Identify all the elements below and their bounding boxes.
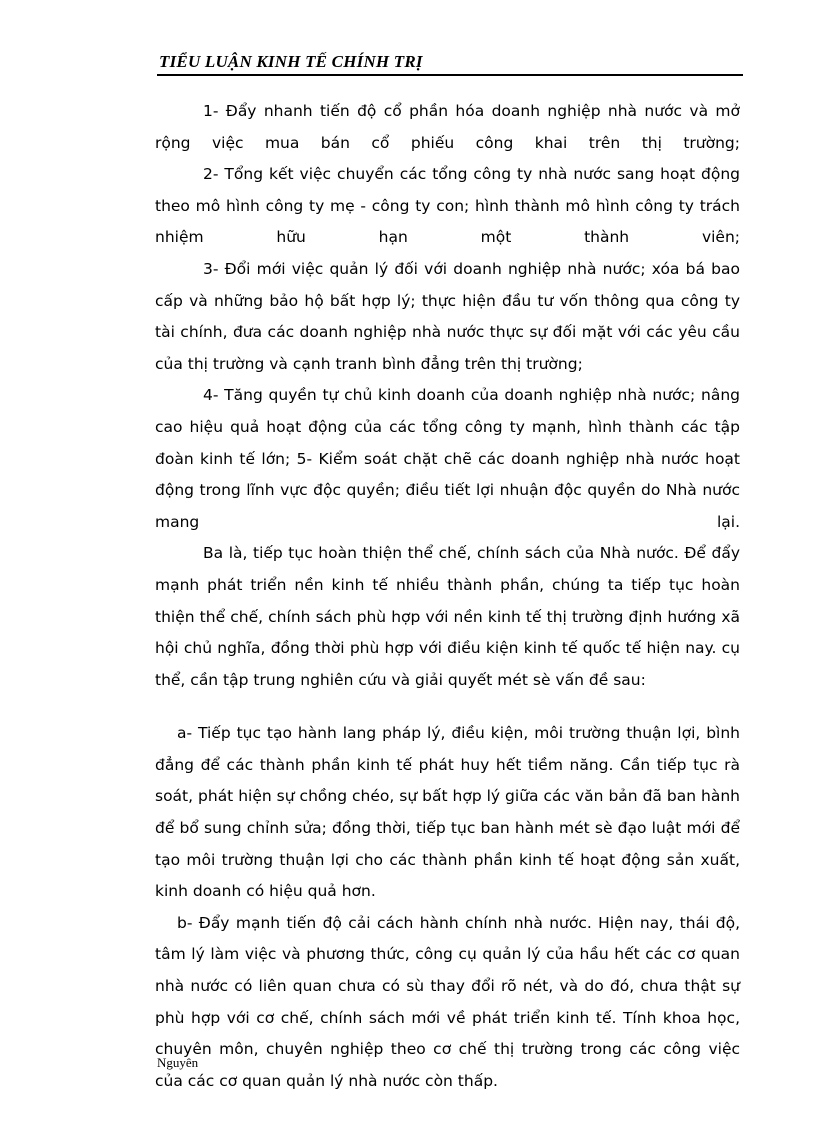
- paragraph-a: a- Tiếp tục tạo hành lang pháp lý, điều kiện, môi trường thuận lợi, bình đẳng để các thành phần kinh tế phát huy hết tiềm năng. Cần tiếp tục rà soát, phát hiện sự chồng chéo, sự bất hợp lý giữa các văn bản đã ban hành để bổ sung chỉnh sửa; đồng thời, tiếp tục ban hành mét sè đạo luật mới để tạo môi trường thuận lợi cho các thành phần kinh tế hoạt động sản xuất, kinh doanh có hiệu quả hơn.: [155, 724, 740, 901]
- page-footer: Nguyên: [157, 1055, 199, 1070]
- spacer: [155, 696, 740, 718]
- paragraph-5: Ba là, tiếp tục hoàn thiện thể chế, chính sách của Nhà nước. Để đẩy mạnh phát triển nền kinh tế nhiều thành phần, chúng ta tiếp tục hoàn thiện thể chế, chính sách phù hợp với nền kinh tế thị trường định hướng xã hội chủ nghĩa, đồng thời phù hợp với điều kiện kinh tế quốc tế hiện nay. cụ thể, cần tập trung nghiên cứu và giải quyết mét sè vấn đề sau:: [155, 544, 740, 689]
- paragraph-2: 2- Tổng kết việc chuyển các tổng công ty nhà nước sang hoạt động theo mô hình công ty mẹ - công ty con; hình thành mô hình công ty trách nhiệm hữu hạn một thành viên;: [155, 165, 740, 247]
- paragraph-3: 3- Đổi mới việc quản lý đối với doanh nghiệp nhà nước; xóa bá bao cấp và những bảo hộ bất hợp lý; thực hiện đầu tư vốn thông qua công ty tài chính, đưa các doanh nghiệp nhà nước thực sự đối mặt với các yêu cầu của thị trường và cạnh tranh bình đẳng trên thị trường;: [155, 259, 740, 373]
- paragraph-b: b- Đẩy mạnh tiến độ cải cách hành chính nhà nước. Hiện nay, thái độ, tâm lý làm việc và phương thức, công cụ quản lý của hầu hết các cơ quan nhà nước có liên quan chưa có sù thay đổi rõ nét, và do đó, chưa thật sự phù hợp với cơ chế, chính sách mới về phát triển kinh tế. Tính khoa học, chuyên môn, chuyên nghiệp theo cơ chế thị trường trong các công việc của các cơ quan quản lý nhà nước còn thấp.: [155, 913, 740, 1090]
- header-title: TIỂU LUẬN KINH TẾ CHÍNH TRỊ: [159, 52, 423, 71]
- page-header: [157, 50, 743, 76]
- paragraph-1: 1- Đẩy nhanh tiến độ cổ phần hóa doanh nghiệp nhà nước và mở rộng việc mua bán cổ phiếu công khai trên thị trường;: [155, 102, 740, 152]
- paragraph-4: 4- Tăng quyền tự chủ kinh doanh của doanh nghiệp nhà nước; nâng cao hiệu quả hoạt động của các tổng công ty mạnh, hình thành các tập đoàn kinh tế lớn; 5- Kiểm soát chặt chẽ các doanh nghiệp nhà nước hoạt động trong lĩnh vực độc quyền; điều tiết lợi nhuận độc quyền do Nhà nước mang lại.: [155, 386, 740, 531]
- document-body: [155, 96, 740, 1097]
